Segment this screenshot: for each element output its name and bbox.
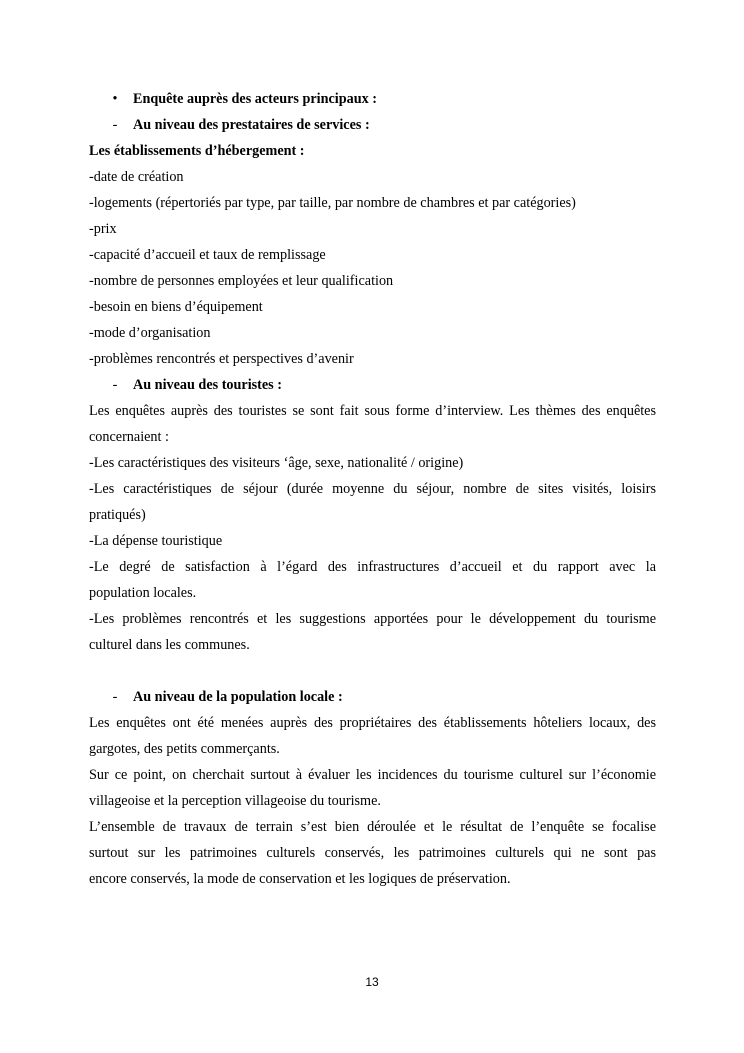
bullet-marker: • (112, 91, 118, 107)
dash-marker: - (112, 377, 118, 393)
text-line: villageoise et la perception villageoise du tourisme. (89, 793, 381, 809)
list-item-enquete: Enquête auprès des acteurs principaux : (133, 91, 377, 107)
page-number: 13 (365, 975, 379, 989)
dash-marker: - (112, 117, 118, 133)
text-line: surtout sur les patrimoines culturels conservés, les patrimoines culturels qui ne sont pas (89, 845, 656, 861)
text-line: Les enquêtes auprès des touristes se sont fait sous forme d’interview. Les thèmes des enquêtes (89, 403, 656, 419)
text-line: gargotes, des petits commerçants. (89, 741, 280, 757)
text-line: -problèmes rencontrés et perspectives d’avenir (89, 351, 354, 367)
text-line: -capacité d’accueil et taux de remplissage (89, 247, 326, 263)
text-line: -logements (répertoriés par type, par taille, par nombre de chambres et par catégories) (89, 195, 576, 211)
text-line: -date de création (89, 169, 184, 185)
text-line: -besoin en biens d’équipement (89, 299, 263, 315)
section-heading-hebergement: Les établissements d’hébergement : (89, 143, 305, 159)
list-item-prestataires: Au niveau des prestataires de services : (133, 117, 370, 133)
text-line: -La dépense touristique (89, 533, 223, 549)
text-line: encore conservés, la mode de conservation et les logiques de préservation. (89, 871, 511, 887)
text-line: culturel dans les communes. (89, 637, 250, 653)
text-line: Les enquêtes ont été menées auprès des propriétaires des établissements hôteliers locaux, des (89, 715, 656, 731)
text-line: -prix (89, 221, 117, 237)
text-line: concernaient : (89, 429, 169, 445)
dash-marker: - (112, 689, 118, 705)
text-line: -Le degré de satisfaction à l’égard des infrastructures d’accueil et du rapport avec la (89, 559, 656, 575)
text-line: population locales. (89, 585, 197, 601)
text-line: pratiqués) (89, 507, 146, 523)
text-line: L’ensemble de travaux de terrain s’est bien déroulée et le résultat de l’enquête se focalise (89, 819, 656, 835)
list-item-population: Au niveau de la population locale : (133, 689, 343, 705)
text-line: -Les problèmes rencontrés et les suggestions apportées pour le développement du tourisme (89, 611, 656, 627)
text-line: -Les caractéristiques des visiteurs ‘âge, sexe, nationalité / origine) (89, 455, 464, 471)
text-line: -nombre de personnes employées et leur qualification (89, 273, 394, 289)
list-item-touristes: Au niveau des touristes : (133, 377, 282, 393)
text-line: Sur ce point, on cherchait surtout à évaluer les incidences du tourisme culturel sur l’économie (89, 767, 656, 783)
text-line: -Les caractéristiques de séjour (durée moyenne du séjour, nombre de sites visités, loisirs (89, 481, 656, 497)
text-line: -mode d’organisation (89, 325, 211, 341)
